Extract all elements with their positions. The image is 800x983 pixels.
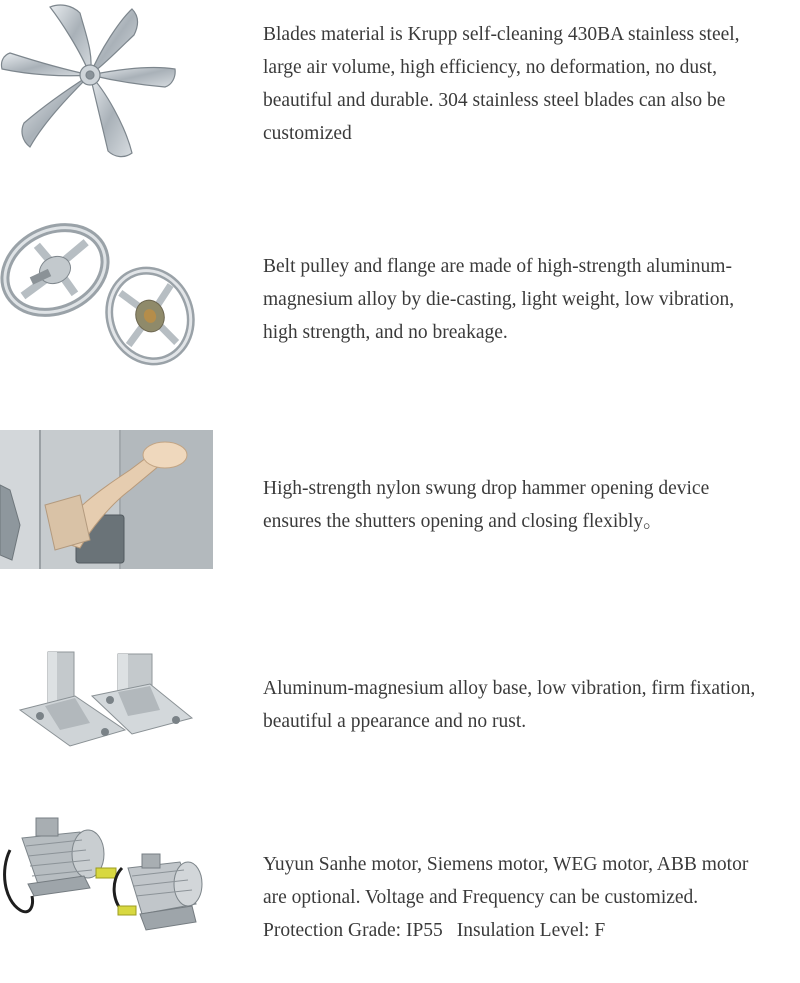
text-line: large air volume, high efficiency, no deformation, no dust, — [263, 57, 717, 78]
feature-hammer — [0, 430, 800, 570]
motor-image — [0, 810, 215, 950]
feature-motor — [0, 810, 800, 955]
text-line: beautiful a ppearance and no rust. — [263, 711, 527, 732]
text-line: ensures the shutters opening and closing flexibly。 — [263, 511, 663, 532]
feature-blades — [0, 0, 800, 170]
text-line: high strength, and no breakage. — [263, 322, 508, 343]
blades-description — [263, 18, 793, 150]
base-description — [263, 672, 793, 738]
text-line: magnesium alloy by die-casting, light weight, low vibration, — [263, 289, 735, 310]
text-line: beautiful and durable. 304 stainless steel blades can also be — [263, 90, 726, 111]
hammer-description — [263, 472, 793, 538]
motor-description — [263, 848, 793, 947]
text-line: Belt pulley and flange are made of high-strength aluminum- — [263, 256, 732, 277]
text-line: Blades material is Krupp self-cleaning 430BA stainless steel, — [263, 24, 740, 45]
insulation-level: Insulation Level: F — [456, 920, 606, 941]
text-line: Aluminum-magnesium alloy base, low vibration, firm fixation, — [263, 678, 756, 699]
text-line: High-strength nylon swung drop hammer opening device — [263, 478, 710, 499]
drop-hammer-image — [0, 430, 213, 569]
text-line: Yuyun Sanhe motor, Siemens motor, WEG motor, ABB motor — [263, 854, 749, 875]
text-line: are optional. Voltage and Frequency can be customized. — [263, 887, 699, 908]
belt-pulley-image — [0, 218, 200, 368]
protection-grade: Protection Grade: IP55 — [263, 920, 443, 941]
spec-line — [263, 914, 793, 947]
feature-base — [0, 648, 800, 758]
fan-blades-image — [0, 0, 190, 165]
pulley-description — [263, 250, 793, 349]
text-line: customized — [263, 123, 352, 144]
alloy-base-image — [0, 648, 200, 753]
feature-pulley — [0, 218, 800, 368]
